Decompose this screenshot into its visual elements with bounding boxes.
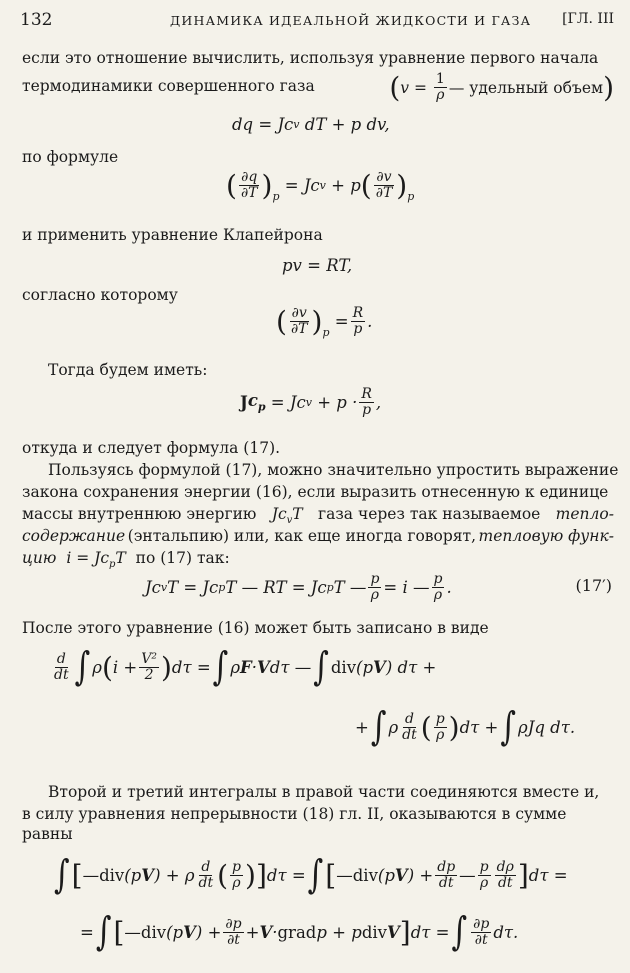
text-fragment: (энтальпию) или, как еще иногда говорят, <box>127 527 477 545</box>
chapter-label: [ГЛ. III <box>562 11 614 27</box>
running-title: ДИНАМИКА ИДЕАЛЬНОЙ ЖИДКОСТИ И ГАЗА <box>170 13 532 28</box>
text-line: Второй и третий интегралы в правой части соединяются вместе и, <box>48 783 600 801</box>
text-line: согласно которому <box>22 286 178 304</box>
text-line <box>22 70 614 104</box>
text-fragment: термодинамики совершенного газа <box>22 77 315 95</box>
equation-clapeyron: pv = RT, <box>282 256 353 275</box>
text-line: если это отношение вычислить, используя уравнение первого начала <box>22 49 599 67</box>
text-fragment: содержание <box>22 527 126 545</box>
text-fragment: массы внутреннюю энергию <box>22 505 257 523</box>
text-line: массы внутреннюю энергию $Jc_vT$ газа через так называемое тепло- <box>22 504 614 531</box>
text-line: по формуле <box>22 148 119 166</box>
equation-energy-line2: + ∫ ρ $\frac{d}{dt}$ ( $\frac{p}{\rho}$ ) dτ + ∫ ρJq dτ. <box>355 704 576 750</box>
text-fragment: тепло- <box>555 505 614 523</box>
equation-cp: J $c_p$ = Jc v + p · $\frac{R}{p}$ , <box>240 386 382 418</box>
text-fragment: цию <box>22 549 57 567</box>
page-number: 132 <box>20 10 53 30</box>
text-line: После этого уравнение (16) может быть записано в виде <box>22 619 489 637</box>
text-line: в силу уравнения непрерывности (18) гл. II, оказываются в сумме <box>22 805 567 823</box>
equation-17prime: Jc v T = Jc p T — RT = Jc p T — $\frac{p}{\rho}$ = i — $\frac{p}{\rho}$ . <box>145 571 452 603</box>
equation-heat: dq = Jc v dT + p dv, <box>232 115 390 134</box>
equation-integral-line2: = ∫ [ — div (p V ) + $\frac{\partial p}{\partial t}$ + V · grad p + p div V ] dτ = ∫ $\frac{\partial p}{\partial t}$ dτ. <box>80 909 519 955</box>
equation-number: (17′) <box>575 576 612 595</box>
text-line: закона сохранения энергии (16), если выразить отнесенную к единице <box>22 483 609 501</box>
text-line: цию $i = Jc_pT$ по (17) так: <box>22 549 230 571</box>
text-line: равны <box>22 825 73 843</box>
text-fragment: по (17) так: <box>135 549 230 567</box>
text-line: и применить уравнение Клапейрона <box>22 226 323 244</box>
text-line: откуда и следует формула (17). <box>22 439 281 457</box>
text-line <box>22 526 614 546</box>
text-fragment: — удельный объем <box>448 78 604 97</box>
text-fragment: газа через так называемое <box>317 505 541 523</box>
text-fragment: тепловую функ- <box>478 527 614 545</box>
equation-integral-line1: ∫ [ — div (p V ) + ρ $\frac{d}{dt}$ ( $\frac{p}{\rho}$ ) ] dτ = ∫ [ — div (p V ) + $\frac{dp}{dt}$ — $\frac{p}{\rho}$ $\frac{d\rho}{dt}$ ] dτ = <box>54 852 568 898</box>
equation-energy-line1: $\frac{d}{dt}$ ∫ ρ ( i + $\frac{\text{V²}}{2}$ ) dτ = ∫ ρ F · V dτ — ∫ div (p V ) dτ + <box>54 644 437 690</box>
text-line: Тогда будем иметь: <box>48 361 208 379</box>
equation-derivative: ( $\frac{\partial q}{\partial T}$ ) $_p$ = Jc $^v$ + p ( $\frac{\partial v}{\partial T}$ ) $_p$ <box>226 168 415 203</box>
page-header <box>20 8 614 32</box>
inline-formula: ( v = $\frac{1}{\rho}$ — удельный объем ) <box>389 70 614 104</box>
text-line: Пользуясь формулой (17), можно значительно упростить выражение <box>48 461 619 479</box>
equation-dv-dT: ( $\frac{\partial v}{\partial T}$ ) $_p$ = $\frac{R}{p}$ . <box>276 304 373 339</box>
